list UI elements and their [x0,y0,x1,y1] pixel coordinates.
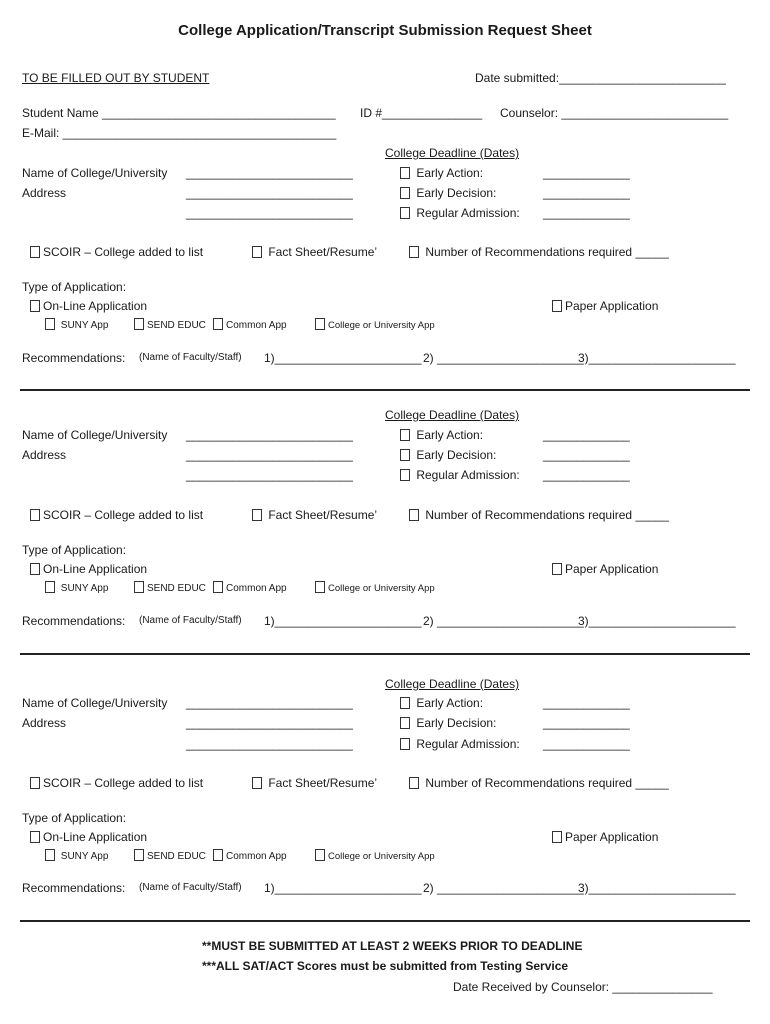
paper-option[interactable] [552,562,658,576]
date-received-field[interactable]: Date Received by Counselor: _______________ [453,980,713,994]
scoir-label: SCOIR – College added to list [43,245,204,259]
common-app-option[interactable] [213,849,287,862]
scoir-checkbox[interactable] [30,246,40,258]
regular-admission-checkbox[interactable] [400,207,410,219]
scoir-option[interactable] [30,245,203,259]
regular-admission-checkbox[interactable] [400,469,410,481]
college-app-option[interactable] [315,318,435,331]
fact-sheet-option[interactable] [252,508,377,522]
common-app-checkbox[interactable] [213,581,223,593]
suny-label: SUNY App [60,583,109,594]
send-educ-label: SEND EDUC [147,851,206,862]
rec-2-field[interactable]: 2) ______________________ [423,351,584,365]
recs-sublabel: (Name of Faculty/Staff) [139,882,242,893]
student-id-field[interactable]: ID #_______________ [360,106,483,120]
scoir-option[interactable] [30,776,203,790]
early-action-option[interactable] [400,166,483,180]
college-app-option[interactable] [315,581,435,594]
regular-admission-label: Regular Admission: [416,737,520,751]
address-label: Address [22,448,67,462]
rec-1-field[interactable]: 1)______________________ [264,351,422,365]
fact-sheet-label: Fact Sheet/Resume’ [268,776,378,790]
paper-label: Paper Application [565,830,659,844]
address-field-2[interactable]: _________________________ [186,468,353,482]
rec-3-field[interactable]: 3)______________________ [578,614,736,628]
num-recs-option[interactable] [409,776,669,790]
early-action-date[interactable]: _____________ [543,696,630,710]
college-name-field[interactable]: _________________________ [186,428,353,442]
paper-label: Paper Application [565,299,659,313]
college-name-label: Name of College/University [22,166,168,180]
online-checkbox[interactable] [30,563,40,575]
scores-note: ***ALL SAT/ACT Scores must be submitted from Testing Service [202,959,569,973]
student-section-label: TO BE FILLED OUT BY STUDENT [22,71,210,85]
regular-admission-option[interactable] [400,737,520,751]
address-field-1[interactable]: _________________________ [186,186,353,200]
online-option[interactable] [30,830,147,844]
section-divider [20,653,750,655]
early-action-checkbox[interactable] [400,429,410,441]
early-action-option[interactable] [400,696,483,710]
online-option[interactable] [30,299,147,313]
num-recs-option[interactable] [409,245,669,259]
fact-sheet-label: Fact Sheet/Resume’ [268,245,378,259]
regular-admission-label: Regular Admission: [416,468,520,482]
paper-checkbox[interactable] [552,563,562,575]
paper-label: Paper Application [565,562,659,576]
rec-1-field[interactable]: 1)______________________ [264,614,422,628]
num-recs-checkbox[interactable] [409,509,419,521]
early-action-label: Early Action: [416,166,484,180]
send-educ-option[interactable] [134,849,206,862]
fact-sheet-checkbox[interactable] [252,777,262,789]
paper-checkbox[interactable] [552,300,562,312]
early-decision-date[interactable]: _____________ [543,716,630,730]
recs-label: Recommendations: [22,351,126,365]
num-recs-label: Number of Recommendations required _____ [425,508,669,522]
deadline-header: College Deadline (Dates) [385,146,520,160]
common-app-option[interactable] [213,318,287,331]
student-name-field[interactable]: Student Name ___________________________________ [22,106,336,120]
common-app-label: Common App [226,320,287,331]
suny-checkbox[interactable] [45,849,55,861]
college-name-field[interactable]: _________________________ [186,166,353,180]
scoir-checkbox[interactable] [30,509,40,521]
rec-3-field[interactable]: 3)______________________ [578,351,736,365]
rec-3-field[interactable]: 3)______________________ [578,881,736,895]
common-app-option[interactable] [213,581,287,594]
online-label: On-Line Application [43,299,148,313]
address-label: Address [22,186,67,200]
scoir-label: SCOIR – College added to list [43,776,204,790]
section-divider [20,389,750,391]
early-decision-date[interactable]: _____________ [543,186,630,200]
paper-option[interactable] [552,830,658,844]
early-decision-option[interactable] [400,716,496,730]
early-decision-label: Early Decision: [416,448,497,462]
early-decision-date[interactable]: _____________ [543,448,630,462]
college-app-label: College or University App [328,583,435,594]
fact-sheet-checkbox[interactable] [252,246,262,258]
common-app-checkbox[interactable] [213,318,223,330]
recs-sublabel: (Name of Faculty/Staff) [139,615,242,626]
fact-sheet-option[interactable] [252,776,377,790]
scoir-option[interactable] [30,508,203,522]
regular-admission-label: Regular Admission: [416,206,520,220]
send-educ-label: SEND EDUC [147,320,206,331]
address-label: Address [22,716,67,730]
early-decision-checkbox[interactable] [400,449,410,461]
early-decision-option[interactable] [400,448,496,462]
num-recs-checkbox[interactable] [409,246,419,258]
recs-label: Recommendations: [22,881,126,895]
section-divider [20,920,750,922]
college-name-field[interactable]: _________________________ [186,696,353,710]
suny-option[interactable] [45,318,108,331]
suny-option[interactable] [45,849,108,862]
send-educ-label: SEND EDUC [147,583,206,594]
common-app-label: Common App [226,851,287,862]
early-action-label: Early Action: [416,696,484,710]
college-app-label: College or University App [328,320,435,331]
rec-2-field[interactable]: 2) ______________________ [423,881,584,895]
suny-option[interactable] [45,581,108,594]
fact-sheet-label: Fact Sheet/Resume’ [268,508,378,522]
rec-2-field[interactable]: 2) ______________________ [423,614,584,628]
online-option[interactable] [30,562,147,576]
regular-admission-checkbox[interactable] [400,738,410,750]
online-label: On-Line Application [43,562,148,576]
regular-admission-date[interactable]: _____________ [543,737,630,751]
early-decision-option[interactable] [400,186,496,200]
send-educ-checkbox[interactable] [134,581,144,593]
num-recs-option[interactable] [409,508,669,522]
early-action-option[interactable] [400,428,483,442]
paper-option[interactable] [552,299,658,313]
early-action-checkbox[interactable] [400,697,410,709]
rec-1-field[interactable]: 1)______________________ [264,881,422,895]
page-title: College Application/Transcript Submission Request Sheet [178,22,592,39]
common-app-checkbox[interactable] [213,849,223,861]
online-label: On-Line Application [43,830,148,844]
regular-admission-option[interactable] [400,468,520,482]
paper-checkbox[interactable] [552,831,562,843]
fact-sheet-checkbox[interactable] [252,509,262,521]
app-type-label: Type of Application: [22,543,127,557]
suny-label: SUNY App [60,320,109,331]
recs-label: Recommendations: [22,614,126,628]
scoir-checkbox[interactable] [30,777,40,789]
scoir-label: SCOIR – College added to list [43,508,204,522]
send-educ-checkbox[interactable] [134,849,144,861]
regular-admission-date[interactable]: _____________ [543,206,630,220]
address-field-2[interactable]: _________________________ [186,206,353,220]
college-app-checkbox[interactable] [315,581,325,593]
num-recs-checkbox[interactable] [409,777,419,789]
college-app-checkbox[interactable] [315,849,325,861]
college-name-label: Name of College/University [22,428,168,442]
early-action-label: Early Action: [416,428,484,442]
suny-checkbox[interactable] [45,581,55,593]
college-app-label: College or University App [328,851,435,862]
counselor-field[interactable]: Counselor: _________________________ [500,106,729,120]
app-type-label: Type of Application: [22,280,127,294]
fact-sheet-option[interactable] [252,245,377,259]
early-decision-checkbox[interactable] [400,187,410,199]
early-decision-label: Early Decision: [416,716,497,730]
address-field-1[interactable]: _________________________ [186,448,353,462]
address-field-1[interactable]: _________________________ [186,716,353,730]
send-educ-checkbox[interactable] [134,318,144,330]
regular-admission-date[interactable]: _____________ [543,468,630,482]
deadline-header: College Deadline (Dates) [385,408,520,422]
deadline-note: **MUST BE SUBMITTED AT LEAST 2 WEEKS PRIOR TO DEADLINE [202,939,583,953]
early-action-checkbox[interactable] [400,167,410,179]
early-decision-checkbox[interactable] [400,717,410,729]
send-educ-option[interactable] [134,318,206,331]
deadline-header: College Deadline (Dates) [385,677,520,691]
online-checkbox[interactable] [30,300,40,312]
common-app-label: Common App [226,583,287,594]
early-decision-label: Early Decision: [416,186,497,200]
date-submitted-field[interactable]: Date submitted:_________________________ [475,71,726,85]
regular-admission-option[interactable] [400,206,520,220]
num-recs-label: Number of Recommendations required _____ [425,776,669,790]
college-app-option[interactable] [315,849,435,862]
online-checkbox[interactable] [30,831,40,843]
college-name-label: Name of College/University [22,696,168,710]
early-action-date[interactable]: _____________ [543,166,630,180]
num-recs-label: Number of Recommendations required _____ [425,245,669,259]
college-app-checkbox[interactable] [315,318,325,330]
early-action-date[interactable]: _____________ [543,428,630,442]
suny-label: SUNY App [60,851,109,862]
recs-sublabel: (Name of Faculty/Staff) [139,352,242,363]
send-educ-option[interactable] [134,581,206,594]
address-field-2[interactable]: _________________________ [186,737,353,751]
app-type-label: Type of Application: [22,811,127,825]
email-field[interactable]: E-Mail: _________________________________________ [22,126,337,140]
suny-checkbox[interactable] [45,318,55,330]
